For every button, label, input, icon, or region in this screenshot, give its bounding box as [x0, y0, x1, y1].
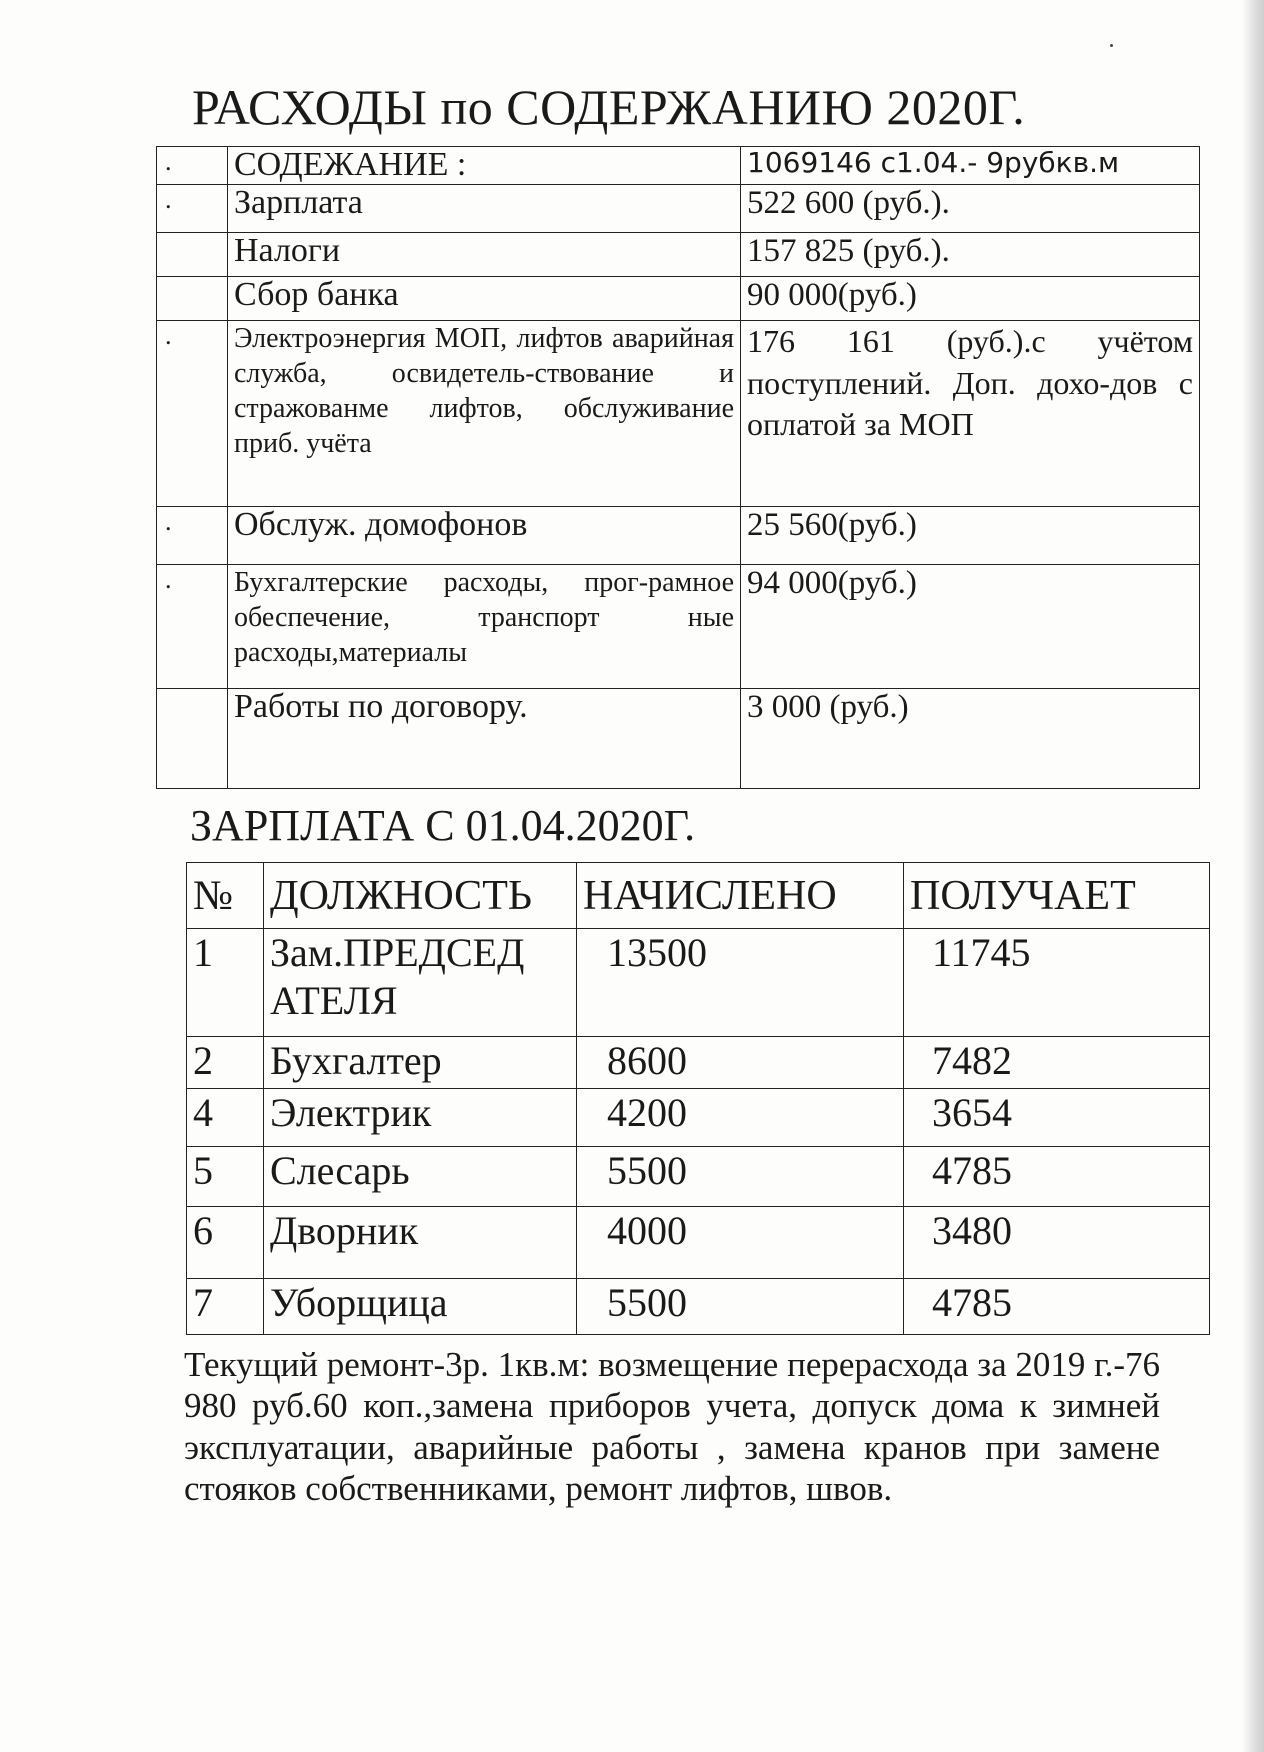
row-marker: . — [157, 321, 228, 507]
row-number: 4 — [187, 1089, 264, 1147]
expense-row — [157, 321, 1200, 507]
expense-value: 90 000(руб.) — [741, 277, 1200, 321]
table-row — [187, 1207, 1210, 1279]
expense-label: СОДЕЖАНИЕ : — [228, 147, 741, 185]
scan-speck — [1110, 44, 1113, 47]
row-received: 11745 — [904, 929, 1210, 1037]
expense-label: Бухгалтерские расходы, прог-рамное обеспечение, транспорт ные расходы,материалы — [228, 565, 741, 689]
row-marker — [157, 689, 228, 789]
expense-row — [157, 277, 1200, 321]
col-header-received: ПОЛУЧАЕТ — [904, 863, 1210, 929]
scan-edge-shadow — [1242, 0, 1264, 1752]
expense-label: Работы по договору. — [228, 689, 741, 789]
row-number: 2 — [187, 1037, 264, 1089]
expense-label: Налоги — [228, 233, 741, 277]
col-header-accrued: НАЧИСЛЕНО — [577, 863, 904, 929]
row-accrued: 8600 — [577, 1037, 904, 1089]
row-marker: . — [157, 565, 228, 689]
expense-value: 157 825 (руб.). — [741, 233, 1200, 277]
row-accrued: 4200 — [577, 1089, 904, 1147]
col-header-position: ДОЛЖНОСТЬ — [264, 863, 577, 929]
table-row — [187, 929, 1210, 1037]
row-received: 4785 — [904, 1279, 1210, 1335]
row-position: Зам.ПРЕДСЕД АТЕЛЯ — [264, 929, 577, 1037]
expense-row — [157, 507, 1200, 565]
row-marker — [157, 277, 228, 321]
row-accrued: 13500 — [577, 929, 904, 1037]
row-position: Уборщица — [264, 1279, 577, 1335]
expense-row — [157, 185, 1200, 233]
expenses-header-row — [157, 147, 1200, 185]
row-marker — [157, 233, 228, 277]
salary-title: ЗАРПЛАТА С 01.04.2020Г. — [190, 801, 696, 850]
expense-label: Обслуж. домофонов — [228, 507, 741, 565]
expenses-table — [156, 146, 1200, 789]
expense-label: Зарплата — [228, 185, 741, 233]
table-row — [187, 1147, 1210, 1207]
table-row — [187, 1089, 1210, 1147]
col-header-number: № — [187, 863, 264, 929]
row-received: 3480 — [904, 1207, 1210, 1279]
expense-label: Электроэнергия МОП, лифтов аварийная служба, освидетель-ствование и стражованме лифтов, обслуживание приб. учёта — [228, 321, 741, 507]
row-number: 6 — [187, 1207, 264, 1279]
row-number: 7 — [187, 1279, 264, 1335]
expense-value: 1069146 с1.04.- 9рубкв.м — [741, 147, 1200, 185]
row-position: Слесарь — [264, 1147, 577, 1207]
row-number: 5 — [187, 1147, 264, 1207]
row-position: Электрик — [264, 1089, 577, 1147]
expense-value: 3 000 (руб.) — [741, 689, 1200, 789]
row-received: 3654 — [904, 1089, 1210, 1147]
row-marker: . — [157, 507, 228, 565]
expense-value: 25 560(руб.) — [741, 507, 1200, 565]
row-received: 4785 — [904, 1147, 1210, 1207]
salary-table — [186, 862, 1210, 1335]
expense-row — [157, 689, 1200, 789]
table-row — [187, 1037, 1210, 1089]
row-accrued: 5500 — [577, 1147, 904, 1207]
page-title: РАСХОДЫ по СОДЕРЖАНИЮ 2020Г. — [192, 79, 1026, 135]
expense-row — [157, 233, 1200, 277]
expense-value: 176 161 (руб.).с учётом поступлений. Доп. дохо-дов с оплатой за МОП — [741, 321, 1200, 507]
row-accrued: 4000 — [577, 1207, 904, 1279]
row-position: Дворник — [264, 1207, 577, 1279]
expense-value: 94 000(руб.) — [741, 565, 1200, 689]
row-marker: . — [157, 185, 228, 233]
row-accrued: 5500 — [577, 1279, 904, 1335]
repair-note: Текущий ремонт-3р. 1кв.м: возмещение перерасхода за 2019 г.-76 980 руб.60 коп.,замена приборов учета, допуск дома к зимней эксплуатации, аварийные работы , замена кранов при замене стояков собственниками, ремонт лифтов, швов. — [184, 1345, 1160, 1508]
table-row — [187, 1279, 1210, 1335]
expense-value: 522 600 (руб.). — [741, 185, 1200, 233]
expense-row — [157, 565, 1200, 689]
row-position: Бухгалтер — [264, 1037, 577, 1089]
salary-header-row — [187, 863, 1210, 929]
row-number: 1 — [187, 929, 264, 1037]
expense-label: Сбор банка — [228, 277, 741, 321]
row-received: 7482 — [904, 1037, 1210, 1089]
row-marker: . — [157, 147, 228, 185]
